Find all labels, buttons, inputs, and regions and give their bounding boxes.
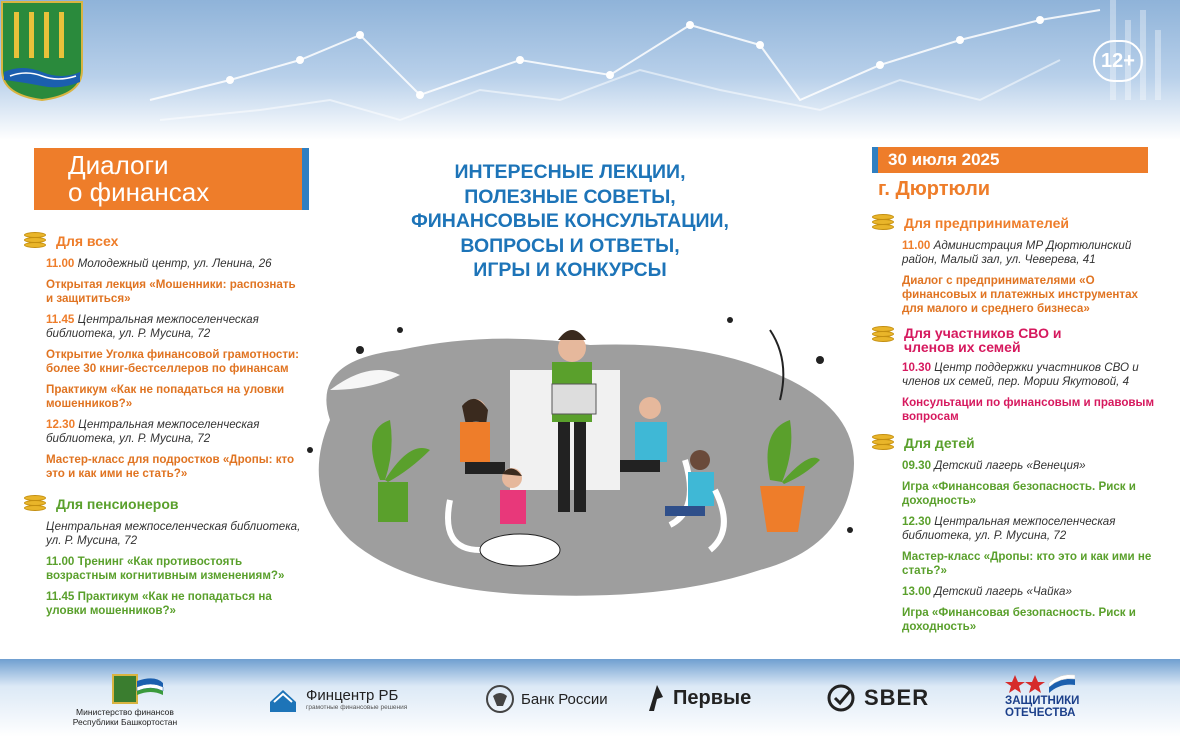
section-heading: Для участников СВО и членов их семей bbox=[904, 325, 1062, 355]
coins-icon bbox=[24, 495, 46, 513]
schedule-item: 11.45 Центральная межпоселенческая библиотека, ул. Р. Мусина, 72 bbox=[46, 313, 259, 340]
section-for-all bbox=[24, 232, 304, 250]
section-for-pensioners bbox=[24, 495, 304, 513]
schedule-item: 13.00 Детский лагерь «Чайка» bbox=[902, 585, 1072, 598]
pervye-label: Первые bbox=[673, 686, 752, 709]
slogan-line-5: ИГРЫ И КОНКУРСЫ bbox=[473, 259, 667, 281]
fincenter-label: Финцентр РБ bbox=[306, 687, 399, 704]
schedule-item: 11.45 Практикум «Как не попадаться на уловки мошенников?» bbox=[46, 590, 272, 617]
slogan-line-1: ИНТЕРЕСНЫЕ ЛЕКЦИИ, bbox=[454, 161, 686, 183]
sber-label: SBER bbox=[864, 685, 930, 710]
section-heading: Для всех bbox=[56, 233, 119, 249]
section-heading: Для предпринимателей bbox=[904, 215, 1069, 231]
right-schedule bbox=[872, 214, 1162, 641]
activity-item: Диалог с предпринимателями «О финансовых и платежных инструментах для малого и среднего бизнеса» bbox=[902, 274, 1138, 315]
activity-item: Игра «Финансовая безопасность. Риск и доходность» bbox=[902, 606, 1136, 633]
minfin-label: Министерство финансов Республики Башкортостан bbox=[72, 707, 178, 727]
activity-item: Практикум «Как не попадаться на уловки мошенников?» bbox=[46, 383, 285, 410]
partner-sber bbox=[826, 683, 929, 713]
bank-of-russia-label: Банк России bbox=[521, 690, 608, 708]
coat-of-arms-logo bbox=[0, 0, 84, 102]
event-city: г. Дюртюли bbox=[878, 178, 991, 200]
schedule-item: 11.00 Администрация МР Дюртюлинский район, Малый зал, ул. Чеверева, 41 bbox=[902, 239, 1132, 266]
chart-background-graphic bbox=[0, 0, 1180, 140]
event-title-line-2: о финансах bbox=[68, 177, 210, 207]
section-for-svo bbox=[872, 326, 1162, 354]
coins-icon bbox=[872, 214, 894, 232]
minfin-emblem-icon bbox=[85, 671, 165, 707]
activity-item: Открытие Уголка финансовой грамотности: более 30 книг-бестселлеров по финансам bbox=[46, 348, 299, 375]
schedule-item: 09.30 Детский лагерь «Венеция» bbox=[902, 459, 1086, 472]
fincenter-icon bbox=[268, 684, 298, 714]
coins-icon bbox=[24, 232, 46, 250]
section-heading: Для пенсионеров bbox=[56, 496, 179, 512]
age-rating-badge: 12+ bbox=[1093, 40, 1143, 82]
slogan-line-4: ВОПРОСЫ И ОТВЕТЫ, bbox=[460, 234, 680, 257]
schedule-item: 12.30 Центральная межпоселенческая библиотека, ул. Р. Мусина, 72 bbox=[46, 418, 260, 445]
section-for-entrepreneurs bbox=[872, 214, 1162, 232]
activity-item: Мастер-класс для подростков «Дропы: кто это и как ими не стать?» bbox=[46, 453, 295, 480]
event-title-line-1: Диалоги bbox=[68, 150, 169, 180]
slogan-line-3: ФИНАНСОВЫЕ КОНСУЛЬТАЦИИ, bbox=[411, 210, 729, 232]
bank-of-russia-eagle-icon bbox=[485, 684, 515, 714]
sber-check-icon bbox=[826, 683, 856, 713]
section-for-kids bbox=[872, 434, 1162, 452]
partner-pervye bbox=[645, 683, 751, 713]
activity-item: Открытая лекция «Мошенники: распознать и защититься» bbox=[46, 278, 296, 305]
schedule-item: 12.30 Центральная межпоселенческая библиотека, ул. Р. Мусина, 72 bbox=[902, 515, 1116, 542]
event-date: 30 июля 2025 bbox=[872, 147, 1148, 173]
header-banner bbox=[0, 0, 1180, 140]
slogan bbox=[380, 160, 760, 283]
partner-fincenter bbox=[268, 684, 407, 714]
event-title bbox=[34, 148, 302, 210]
fincenter-sublabel: грамотные финансовые решения bbox=[306, 704, 408, 711]
stars-ribbon-icon bbox=[1005, 673, 1075, 695]
zashchitniki-label: ЗАЩИТНИКИ ОТЕЧЕСТВА bbox=[1005, 695, 1080, 719]
partner-bank-of-russia bbox=[485, 684, 608, 714]
pervye-arrow-icon bbox=[645, 683, 665, 713]
partner-zashchitniki-otechestva bbox=[1005, 673, 1079, 719]
schedule-item: 11.00 Тренинг «Как противостоять возрастным когнитивным изменениям?» bbox=[46, 555, 285, 582]
partner-minfin-rb bbox=[70, 671, 180, 727]
left-schedule bbox=[24, 232, 304, 625]
slogan-line-2: ПОЛЕЗНЫЕ СОВЕТЫ, bbox=[464, 185, 676, 208]
activity-item: Мастер-класс «Дропы: кто это и как ими не стать?» bbox=[902, 550, 1152, 577]
section-heading: Для детей bbox=[904, 435, 975, 451]
schedule-item: 11.00 Молодежный центр, ул. Ленина, 26 bbox=[46, 257, 272, 270]
schedule-item: 10.30 Центр поддержки участников СВО и членов их семей, пер. Мории Якутовой, 4 bbox=[902, 361, 1139, 388]
schedule-place: Центральная межпоселенческая библиотека, ул. Р. Мусина, 72 bbox=[46, 520, 301, 547]
footer-partners bbox=[0, 659, 1180, 737]
activity-item: Игра «Финансовая безопасность. Риск и доходность» bbox=[902, 480, 1136, 507]
activity-item: Консультации по финансовым и правовым вопросам bbox=[902, 396, 1155, 423]
people-discussion-illustration bbox=[290, 300, 880, 620]
